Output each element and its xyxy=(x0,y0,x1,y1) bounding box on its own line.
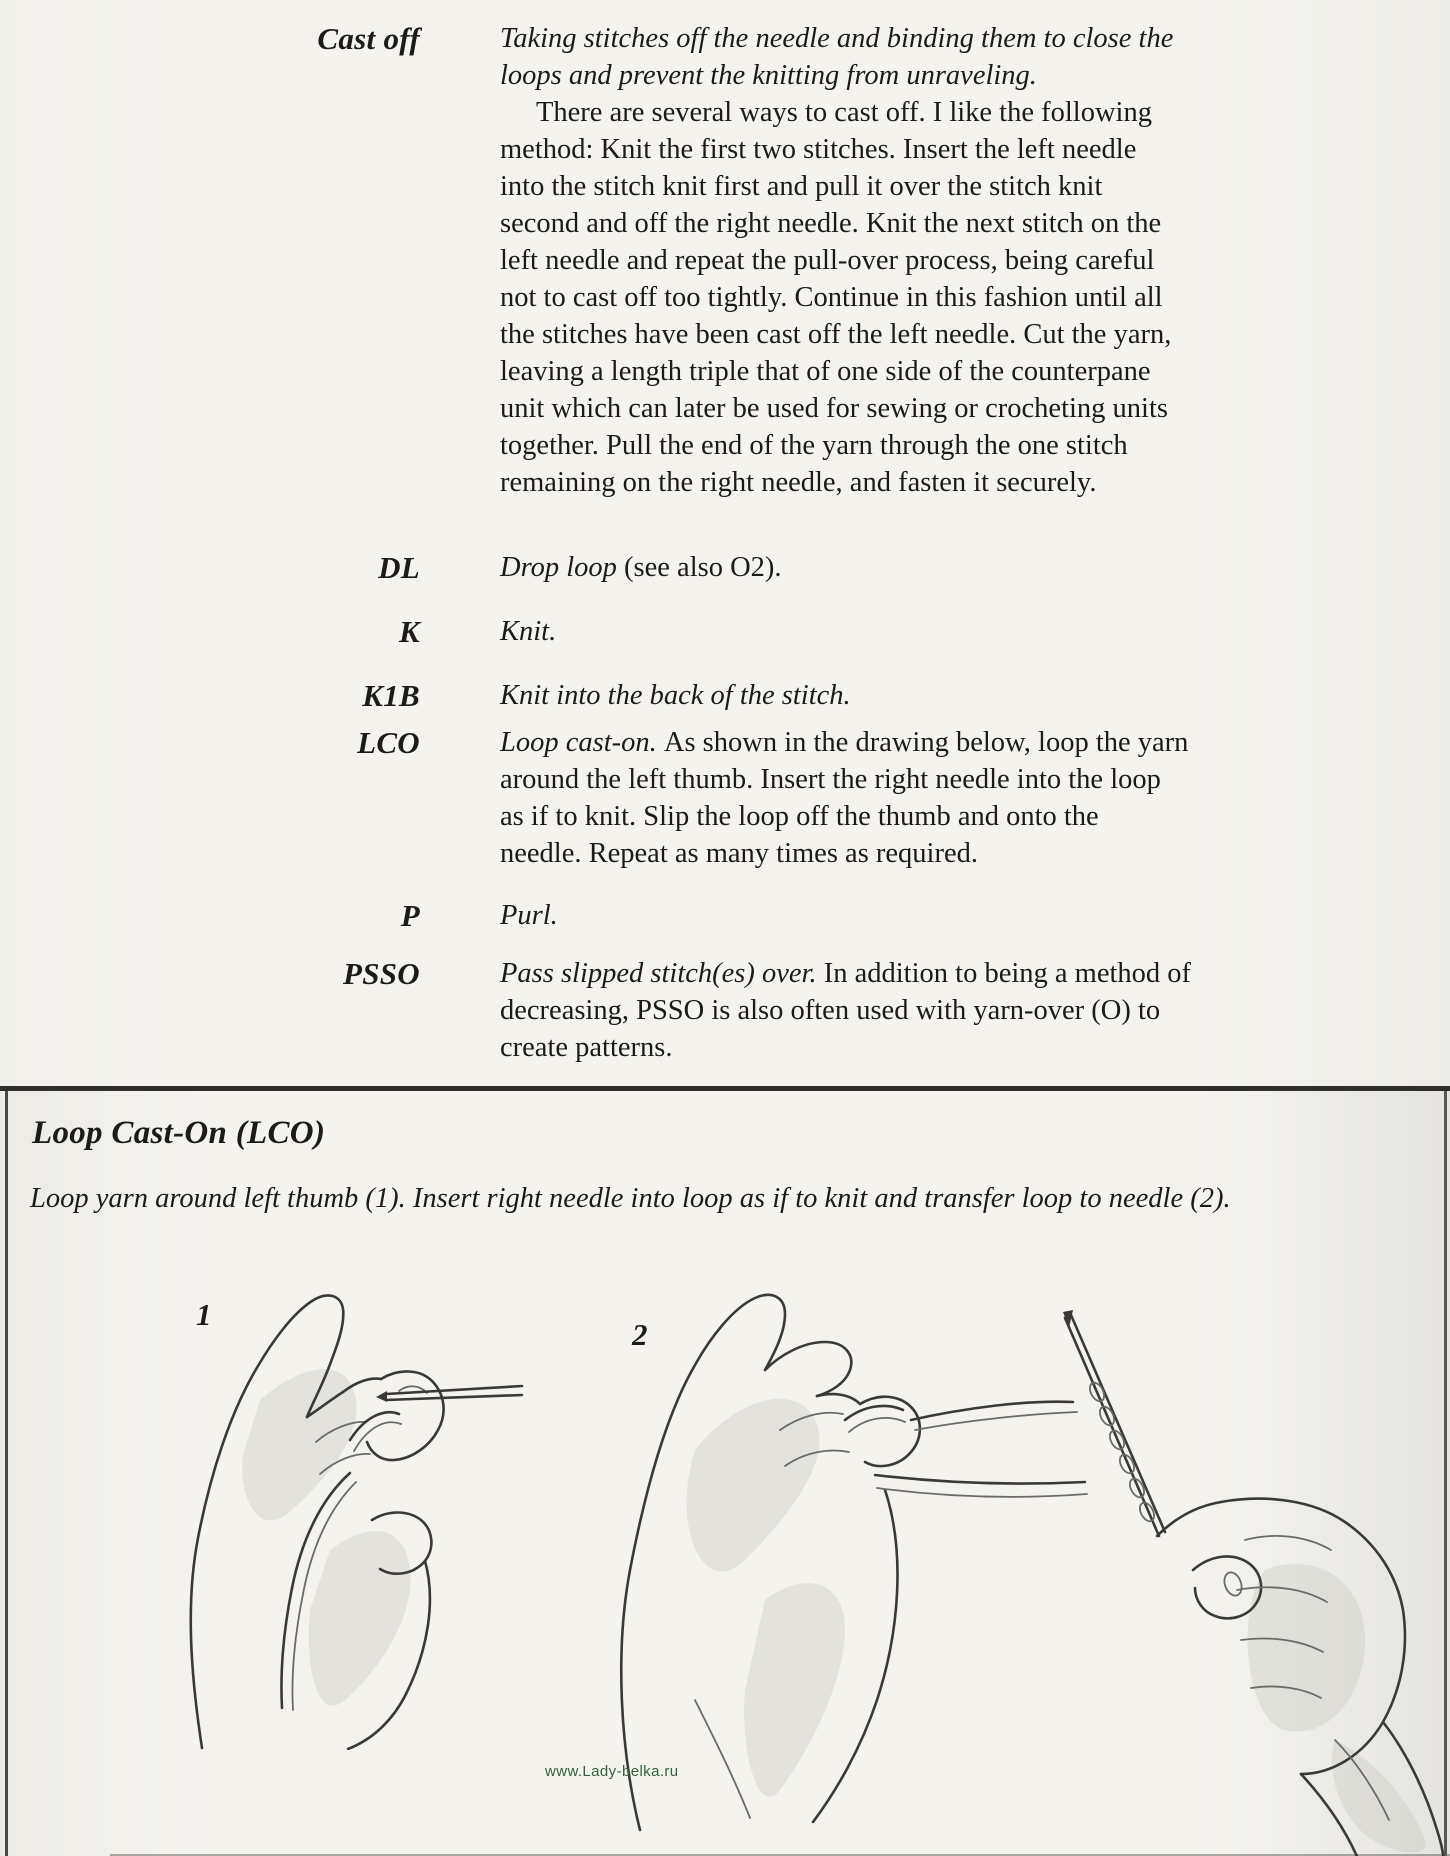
glossary-term: LCO xyxy=(357,725,420,760)
watermark-text: www.Lady-belka.ru xyxy=(545,1763,679,1780)
panel-left-border xyxy=(5,1091,8,1856)
glossary-definition: Loop cast-on. As shown in the drawing below, loop the yarn around the left thumb. Insert the right needle into the loop as if to knit. Slip the loop off the thumb and onto the needle. Repeat as many times as required. xyxy=(500,727,1189,869)
glossary-term: DL xyxy=(378,550,420,585)
panel-caption: Loop yarn around left thumb (1). Insert right needle into loop as if to knit and transfer loop to needle (2). xyxy=(30,1183,1231,1214)
hand-shading xyxy=(242,1369,410,1705)
glossary-term: P xyxy=(400,898,420,933)
figure-2-hands-drawing xyxy=(545,1270,1445,1856)
figure-1-hand-drawing xyxy=(140,1270,530,1750)
yarn-strands xyxy=(845,1402,1087,1497)
glossary-definition: Drop loop (see also O2). xyxy=(500,552,782,583)
glossary-definition: Knit into the back of the stitch. xyxy=(500,680,851,711)
glossary-term: K xyxy=(399,614,420,649)
loop-cast-on-panel xyxy=(0,1086,1450,1856)
hand-shading xyxy=(687,1399,1426,1853)
glossary-definition: Purl. xyxy=(500,900,558,931)
glossary-term: Cast off xyxy=(317,21,420,56)
glossary-definition: Pass slipped stitch(es) over. In addition to being a method of decreasing, PSSO is also often used with yarn-over (O) to create patterns. xyxy=(500,958,1192,1063)
glossary-term: K1B xyxy=(362,678,420,713)
figure-1-number: 1 xyxy=(196,1297,212,1332)
figure-2-number: 2 xyxy=(632,1317,648,1352)
panel-title: Loop Cast-On (LCO) xyxy=(32,1115,326,1151)
knitting-needle xyxy=(376,1386,522,1402)
glossary-definition: Knit. xyxy=(500,616,557,647)
glossary-definition: Taking stitches off the needle and binding them to close the loops and prevent the knitting from unraveling. There are several ways to cast off. I like the following method: Knit the first two stitches. Insert the left needle into the stitch knit first and pull it over the stitch knit second and off the right needle. Knit the next stitch on the left needle and repeat the pull-over process, being careful not to cast off too tightly. Continue in this fashion until all the stitches have been cast off the left needle. Cut the yarn, leaving a length triple that of one side of the counterpane unit which can later be used for sewing or crocheting units together. Pull the end of the yarn through the one stitch remaining on the right needle, and fasten it securely. xyxy=(500,23,1174,498)
glossary-term: PSSO xyxy=(342,956,420,991)
